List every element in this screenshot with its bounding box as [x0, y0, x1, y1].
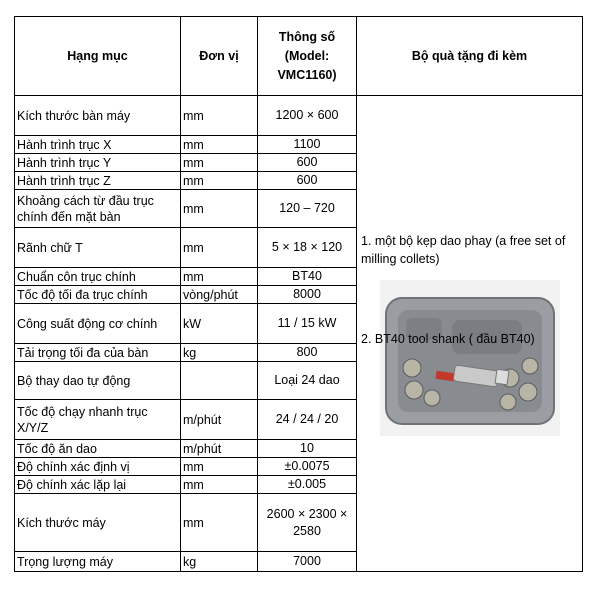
row-name: Độ chính xác lặp lại [15, 476, 181, 494]
row-name: Bộ thay dao tự động [15, 362, 181, 400]
row-name: Kích thước máy [15, 494, 181, 552]
row-value: 120 – 720 [258, 190, 357, 228]
header-item: Hạng mục [15, 17, 181, 96]
row-unit: mm [181, 154, 258, 172]
row-value: 5 × 18 × 120 [258, 228, 357, 268]
gift-item-1: 1. một bộ kẹp dao phay (a free set of milling collets) [361, 233, 566, 266]
row-unit: m/phút [181, 400, 258, 440]
row-unit: kg [181, 552, 258, 572]
row-value: 1100 [258, 136, 357, 154]
row-name: Tải trọng tối đa của bàn [15, 344, 181, 362]
row-value: 10 [258, 440, 357, 458]
row-name: Độ chính xác định vị [15, 458, 181, 476]
row-value: 1200 × 600 [258, 96, 357, 136]
row-value: ±0.0075 [258, 458, 357, 476]
row-unit: mm [181, 172, 258, 190]
row-name: Kích thước bàn máy [15, 96, 181, 136]
row-name: Tốc độ ăn dao [15, 440, 181, 458]
row-unit: mm [181, 96, 258, 136]
row-value: BT40 [258, 268, 357, 286]
row-unit: mm [181, 494, 258, 552]
row-name: Khoảng cách từ đầu trục chính đến mặt bàn [15, 190, 181, 228]
row-value: 8000 [258, 286, 357, 304]
row-name: Tốc độ tối đa trục chính [15, 286, 181, 304]
collet-set-photo [380, 280, 560, 436]
table-row [15, 96, 583, 136]
row-name: Trọng lượng máy [15, 552, 181, 572]
row-value: 600 [258, 172, 357, 190]
header-unit: Đơn vị [181, 17, 258, 96]
row-unit [181, 362, 258, 400]
row-unit: mm [181, 458, 258, 476]
row-unit: mm [181, 136, 258, 154]
row-unit: vòng/phút [181, 286, 258, 304]
row-unit: kg [181, 344, 258, 362]
row-value: 7000 [258, 552, 357, 572]
row-value: 600 [258, 154, 357, 172]
row-name: Công suất động cơ chính [15, 304, 181, 344]
gift-cell [357, 96, 583, 572]
row-value: 2600 × 2300 × 2580 [258, 494, 357, 552]
row-unit: mm [181, 476, 258, 494]
row-name: Tốc độ chạy nhanh trục X/Y/Z [15, 400, 181, 440]
header-row [15, 17, 583, 96]
row-name: Rãnh chữ T [15, 228, 181, 268]
gift-item-2: 2. BT40 tool shank ( đầu BT40) [361, 332, 535, 346]
row-name: Chuẩn côn trục chính [15, 268, 181, 286]
row-value: 800 [258, 344, 357, 362]
row-unit: mm [181, 190, 258, 228]
row-value: 24 / 24 / 20 [258, 400, 357, 440]
row-unit: kW [181, 304, 258, 344]
spec-table [14, 16, 583, 572]
row-unit: mm [181, 228, 258, 268]
header-spec: Thông số (Model: VMC1160) [258, 17, 357, 96]
row-value: 11 / 15 kW [258, 304, 357, 344]
row-value: Loại 24 dao [258, 362, 357, 400]
row-unit: mm [181, 268, 258, 286]
row-name: Hành trình trục Y [15, 154, 181, 172]
row-value: ±0.005 [258, 476, 357, 494]
header-gift: Bộ quà tặng đi kèm [357, 17, 583, 96]
row-name: Hành trình trục Z [15, 172, 181, 190]
row-unit: m/phút [181, 440, 258, 458]
row-name: Hành trình trục X [15, 136, 181, 154]
